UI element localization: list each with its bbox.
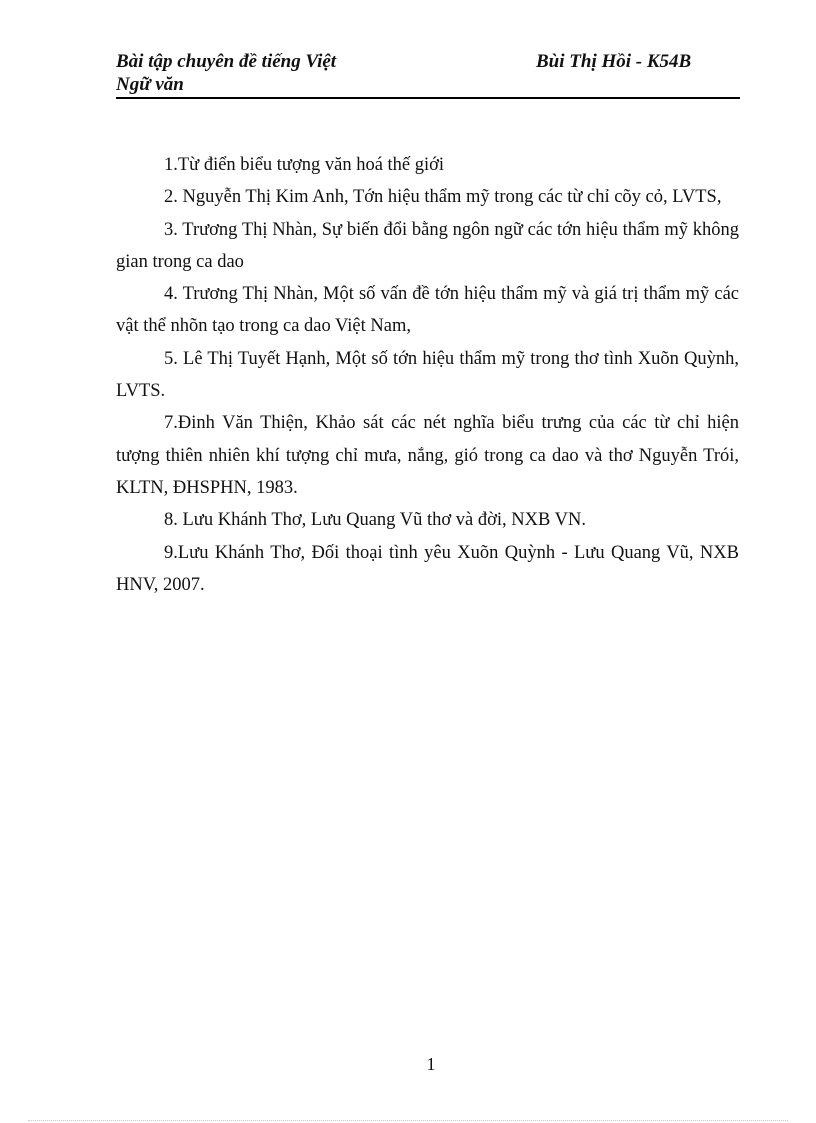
reference-item: 2. Nguyễn Thị Kim Anh, Tớn hiệu thẩm mỹ trong các từ chỉ cõy cỏ, LVTS, — [164, 187, 722, 208]
page-header — [116, 48, 740, 99]
reference-item: 3. Trương Thị Nhàn, Sự biến đổi bằng ngôn ngữ các tớn hiệu thẩm mỹ không gian trong ca dao — [116, 219, 739, 272]
reference-item: 4. Trương Thị Nhàn, Một số vấn đề tớn hiệu thẩm mỹ và giá trị thẩm mỹ các vật thể nhõn tạo trong ca dao Việt Nam, — [116, 284, 739, 337]
page-bottom-divider — [28, 1120, 788, 1121]
page-number: 1 — [426, 1054, 436, 1074]
header-course-title: Bài tập chuyên đề tiếng Việt — [116, 51, 337, 72]
header-author: Bùi Thị Hồi - K54B — [536, 51, 692, 72]
reference-list — [116, 149, 739, 601]
header-subject: Ngữ văn — [116, 74, 184, 95]
reference-item: 8. Lưu Khánh Thơ, Lưu Quang Vũ thơ và đời, NXB VN. — [164, 510, 586, 531]
reference-item: 5. Lê Thị Tuyết Hạnh, Một số tớn hiệu thẩm mỹ trong thơ tình Xuõn Quỳnh, LVTS. — [116, 348, 739, 402]
reference-item: 1.Từ điển biểu tượng văn hoá thế giới — [164, 155, 445, 175]
reference-item: 9.Lưu Khánh Thơ, Đối thoại tình yêu Xuõn Quỳnh - Lưu Quang Vũ, NXB HNV, 2007. — [116, 542, 739, 595]
reference-item: 7.Đinh Văn Thiện, Khảo sát các nét nghĩa biểu trưng của các từ chỉ hiện tượng thiên nhiên khí tượng chỉ mưa, nắng, gió trong ca dao và thơ Nguyễn Trói, KLTN, ĐHSPHN, 1983. — [116, 413, 739, 498]
